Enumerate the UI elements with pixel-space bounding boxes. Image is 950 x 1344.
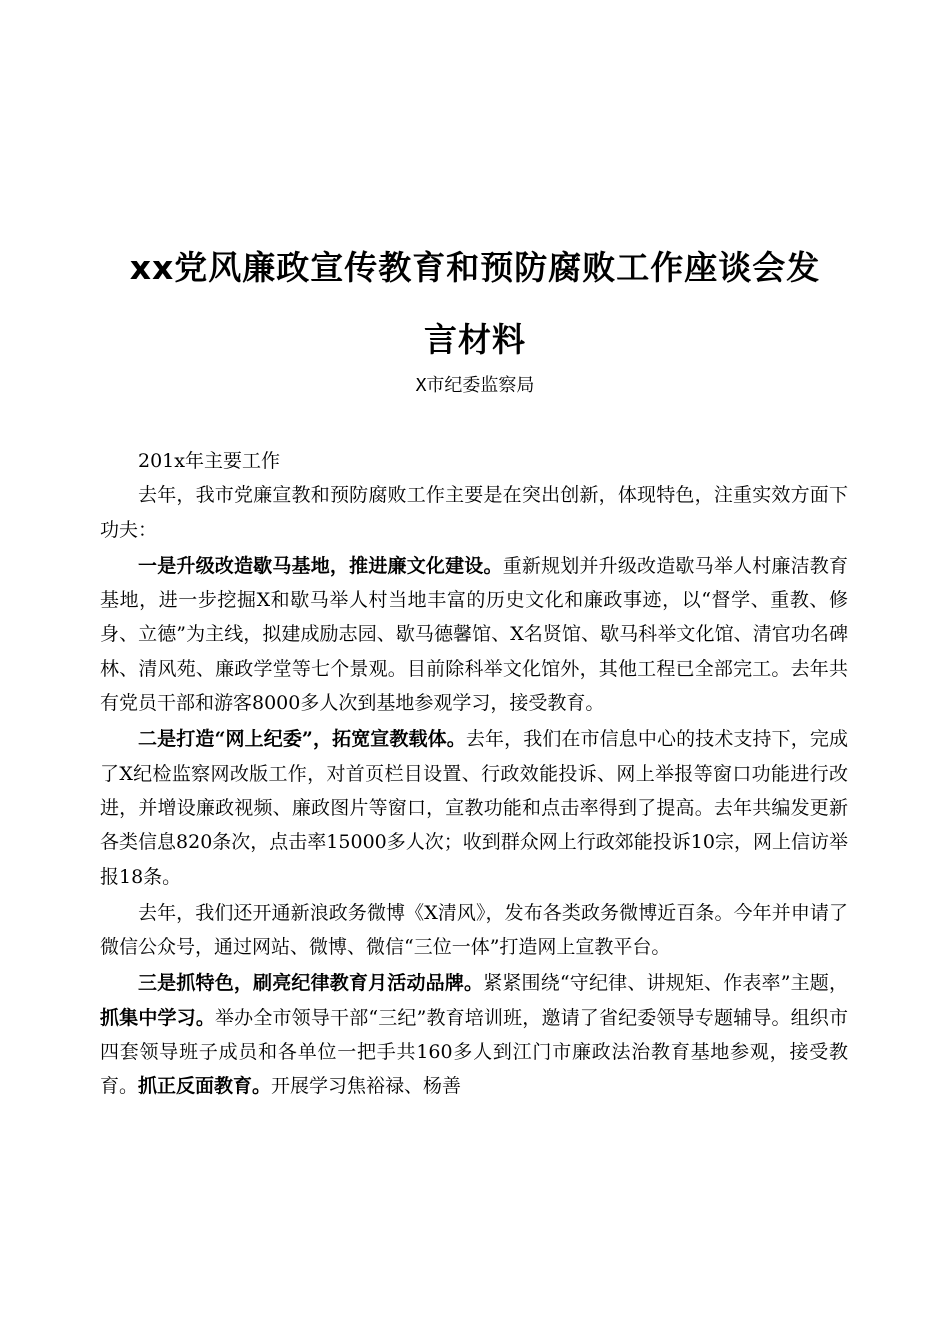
- document-author: X市纪委监察局: [415, 375, 535, 396]
- paragraph-lead: 三是抓特色，刷亮纪律教育月活动品牌。: [138, 972, 484, 995]
- paragraph-weibo: [100, 896, 848, 965]
- section-heading: 201x年主要工作: [138, 450, 280, 472]
- paragraph-intro: [100, 478, 848, 547]
- document-title: [110, 232, 840, 376]
- document-body: [100, 444, 848, 1104]
- paragraph-point-3: [100, 966, 848, 1103]
- paragraph-sublead: 抓集中学习。: [100, 1006, 216, 1029]
- paragraph-text: 去年，我市党廉宣教和预防腐败工作主要是在突出创新，体现特色，注重实效方面下功夫：: [100, 484, 848, 541]
- title-line-2: 言材料: [424, 320, 526, 359]
- paragraph-text: 开展学习焦裕禄、杨善: [271, 1075, 462, 1098]
- title-line-1: xx党风廉政宣传教育和预防腐败工作座谈会发: [129, 248, 821, 287]
- paragraph-text: 举办全市领导干部“三纪”教育培训班，邀请了省纪委领导专题辅导。组织市四套领导班子成员和各单位一把手共160多人到江门市廉政法治教育基地参观，接受教育。: [100, 1006, 848, 1098]
- paragraph-lead: 一是升级改造歇马基地，推进廉文化建设。: [138, 554, 503, 577]
- paragraph-lead: 二是打造“网上纪委”，拓宽宣教载体。: [138, 728, 466, 751]
- paragraph-text: 去年，我们在市信息中心的技术支持下，完成了X纪检监察网改版工作，对首页栏目设置、行政效能投诉、网上举报等窗口功能进行改进，并增设廉政视频、廉政图片等窗口，宣教功能和点击率得到了提高。去年共编发更新各类信息820条次，点击率15000多人次；收到群众网上行政郊能投诉10宗，网上信访举报18条。: [100, 728, 848, 888]
- paragraph-text: 去年，我们还开通新浪政务微博《X清风》，发布各类政务微博近百条。今年并申请了微信公众号，通过网站、微博、微信“三位一体”打造网上宣教平台。: [100, 901, 848, 959]
- paragraph-text: 重新规划并升级改造歇马举人村廉洁教育基地，进一步挖掘X和歇马举人村当地丰富的历史文化和廉政事迹，以“督学、重教、修身、立德”为主线，拟建成励志园、歇马德馨馆、X名贤馆、歇马科举文化馆、清官功名碑林、清风苑、廉政学堂等七个景观。目前除科举文化馆外，其他工程已全部完工。去年共有党员干部和游客8000多人次到基地参观学习，接受教育。: [100, 554, 848, 715]
- paragraph-sublead: 抓正反面教育。: [138, 1075, 272, 1098]
- paragraph-text: 紧紧围绕“守纪律、讲规矩、作表率”主题，: [483, 972, 848, 995]
- paragraph-point-2: [100, 722, 848, 893]
- paragraph-point-1: [100, 549, 848, 720]
